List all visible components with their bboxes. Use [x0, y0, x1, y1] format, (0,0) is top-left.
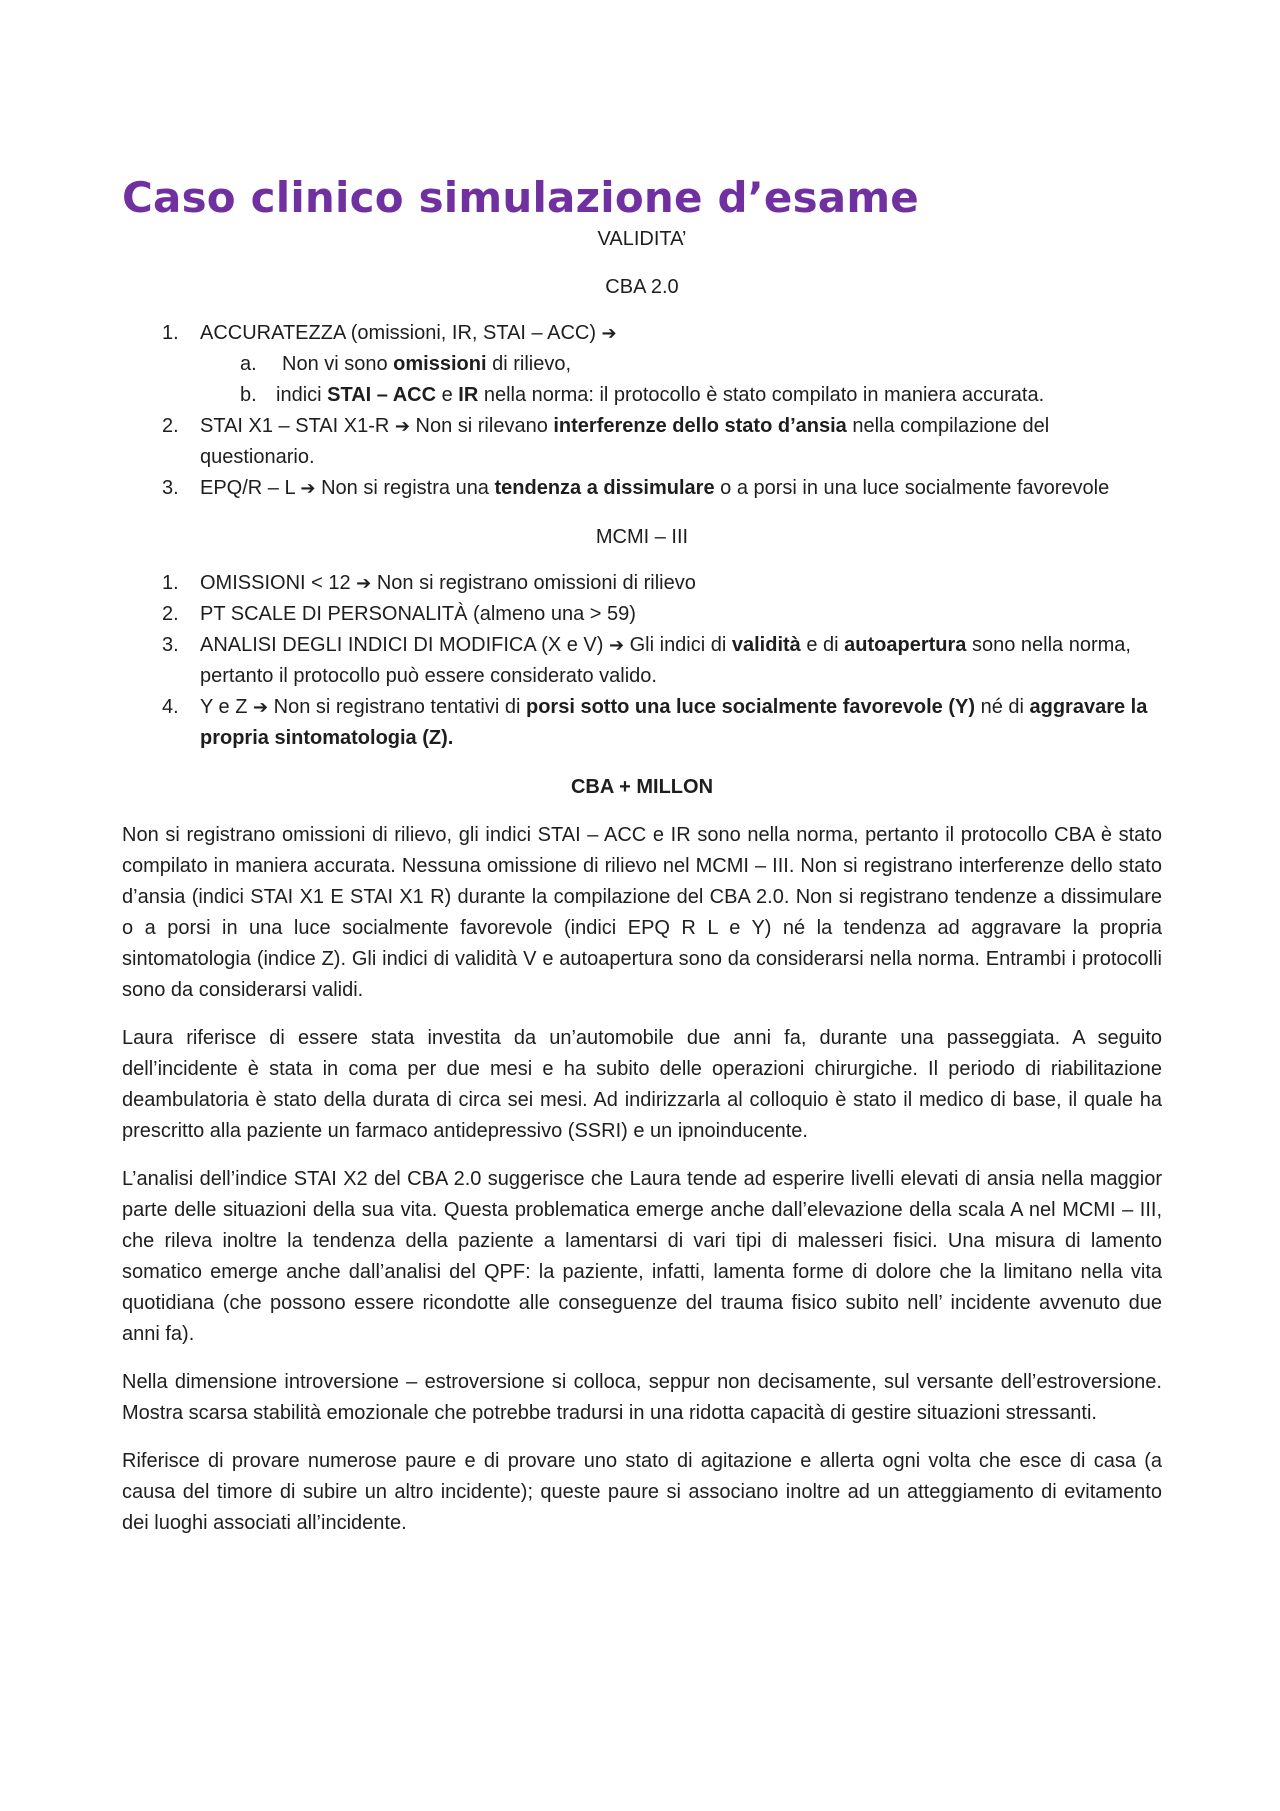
list-text: e di: [800, 634, 845, 656]
bold-term: autoapertura: [844, 634, 967, 656]
list-text: Non si registrano tentativi di: [268, 696, 526, 718]
mcmi-heading: MCMI – III: [595, 526, 689, 548]
list-number: 1.: [162, 572, 179, 594]
bold-term: tendenza a dissimulare: [494, 477, 715, 499]
list-text: nella norma: il protocollo è stato compilato in maniera accurata.: [478, 384, 1045, 406]
mcmi-list: [122, 568, 1162, 754]
list-text: Non si rilevano: [409, 415, 554, 437]
bold-term: STAI – ACC: [327, 384, 437, 406]
arrow-icon: ➔: [608, 635, 625, 656]
list-item: [122, 380, 1162, 411]
list-text: Non vi sono: [282, 353, 394, 375]
bold-term: IR: [458, 384, 479, 406]
list-text: nella compilazione del questionario.: [200, 415, 1050, 468]
bold-term: porsi sotto una luce socialmente favorevole (Y): [526, 696, 976, 718]
list-text: EPQ/R – L: [200, 477, 301, 499]
list-text: ANALISI DEGLI INDICI DI MODIFICA (X e V): [200, 634, 609, 656]
arrow-icon: ➔: [356, 573, 372, 594]
list-text: né di: [975, 696, 1030, 718]
list-number: 3.: [162, 634, 179, 656]
arrow-icon: ➔: [394, 416, 410, 437]
document-title: Caso clinico simulazione d’esame: [122, 173, 919, 222]
cba-heading: CBA 2.0: [605, 276, 679, 298]
paragraph-personality: Nella dimensione introversione – estroversione si colloca, seppur non decisamente, sul versante dell’estroversione. Mostra scarsa stabilità emozionale che potrebbe tradursi in una ridotta capacità di gestire situazioni stressanti.: [122, 1371, 1162, 1424]
list-text: indici: [276, 384, 328, 406]
list-number: 2.: [162, 603, 179, 625]
list-item: [122, 630, 1162, 692]
bold-term: omissioni: [393, 353, 487, 375]
list-item: [122, 318, 1162, 411]
paragraph-history: Laura riferisce di essere stata investita da un’automobile due anni fa, durante una passeggiata. A seguito dell’incidente è stata in coma per due mesi e ha subito delle operazioni chirurgiche. Il periodo di riabilitazione deambulatoria è stato della durata di circa sei mesi. Ad indirizzarla al colloquio è stato il medico di base, il quale ha prescritto alla paziente un farmaco antidepressivo (SSRI) e un ipnoinducente.: [122, 1027, 1162, 1142]
list-text: Non si registra una: [315, 477, 495, 499]
list-text: OMISSIONI < 12: [200, 572, 357, 594]
arrow-icon: ➔: [300, 478, 316, 499]
paragraph-summary: Non si registrano omissioni di rilievo, gli indici STAI – ACC e IR sono nella norma, pertanto il protocollo CBA è stato compilato in maniera accurata. Nessuna omissione di rilievo nel MCMI – III. Non si registrano interferenze dello stato d’ansia (indici STAI X1 E STAI X1 R) durante la compilazione del CBA 2.0. Non si registrano tendenze a dissimulare o a porsi in una luce socialmente favorevole (indici EPQ R L e Y) né la tendenza ad aggravare la propria sintomatologia (indice Z). Gli indici di validità V e autoapertura sono da considerarsi nella norma. Entrambi i protocolli sono da considerarsi validi.: [122, 824, 1162, 1001]
arrow-icon: ➔: [253, 697, 269, 718]
list-letter: a.: [240, 353, 257, 375]
cba-sublist: [200, 349, 1162, 411]
bold-term: validità: [731, 634, 801, 656]
list-text: Gli indici di: [624, 634, 732, 656]
list-number: 1.: [162, 322, 179, 344]
list-text: ACCURATEZZA (omissioni, IR, STAI – ACC): [200, 322, 602, 344]
list-item: [122, 599, 1162, 630]
arrow-icon: ➔: [601, 323, 617, 344]
document-page: [122, 170, 1162, 1539]
bold-term: interferenze dello stato d’ansia: [553, 415, 847, 437]
combined-heading: [122, 774, 1162, 800]
list-text: di rilievo,: [486, 353, 572, 375]
cba-list: [122, 318, 1162, 504]
list-text: Y e Z: [200, 696, 253, 718]
list-text: sono nella norma, pertanto il protocollo può essere considerato valido.: [200, 634, 1131, 687]
section-subtitle: VALIDITA’: [597, 228, 687, 250]
list-text: Non si registrano omissioni di rilievo: [371, 572, 696, 594]
list-item: [122, 692, 1162, 754]
list-item: [122, 349, 1162, 380]
list-item: [122, 568, 1162, 599]
list-text: o a porsi in una luce socialmente favorevole: [714, 477, 1110, 499]
list-item: [122, 411, 1162, 473]
list-text: STAI X1 – STAI X1-R: [200, 415, 395, 437]
paragraph-anxiety: L’analisi dell’indice STAI X2 del CBA 2.0 suggerisce che Laura tende ad esperire livelli elevati di ansia nella maggior parte delle situazioni della sua vita. Questa problematica emerge anche dall’elevazione della scala A nel MCMI – III, che rileva inoltre la tendenza della paziente a lamentarsi di vari tipi di malesseri fisici. Una misura di lamento somatico emerge anche dall’analisi del QPF: la paziente, infatti, lamenta forme di dolore che la limitano nella vita quotidiana (che possono essere ricondotte alle conseguenze del trauma fisico subito nell’ incidente avvenuto due anni fa).: [122, 1168, 1162, 1345]
list-number: 4.: [162, 696, 179, 718]
list-item: [122, 473, 1162, 504]
bold-heading: CBA + MILLON: [570, 776, 714, 798]
list-text: e: [436, 384, 459, 406]
list-text: PT SCALE DI PERSONALITÀ (almeno una > 59): [200, 603, 636, 625]
bold-term: aggravare la propria sintomatologia (Z).: [200, 696, 1148, 749]
list-letter: b.: [240, 384, 257, 406]
list-number: 2.: [162, 415, 179, 437]
list-number: 3.: [162, 477, 179, 499]
paragraph-fears: Riferisce di provare numerose paure e di provare uno stato di agitazione e allerta ogni volta che esce di casa (a causa del timore di subire un altro incidente); queste paure si associano inoltre ad un atteggiamento di evitamento dei luoghi associati all’incidente.: [122, 1450, 1162, 1534]
